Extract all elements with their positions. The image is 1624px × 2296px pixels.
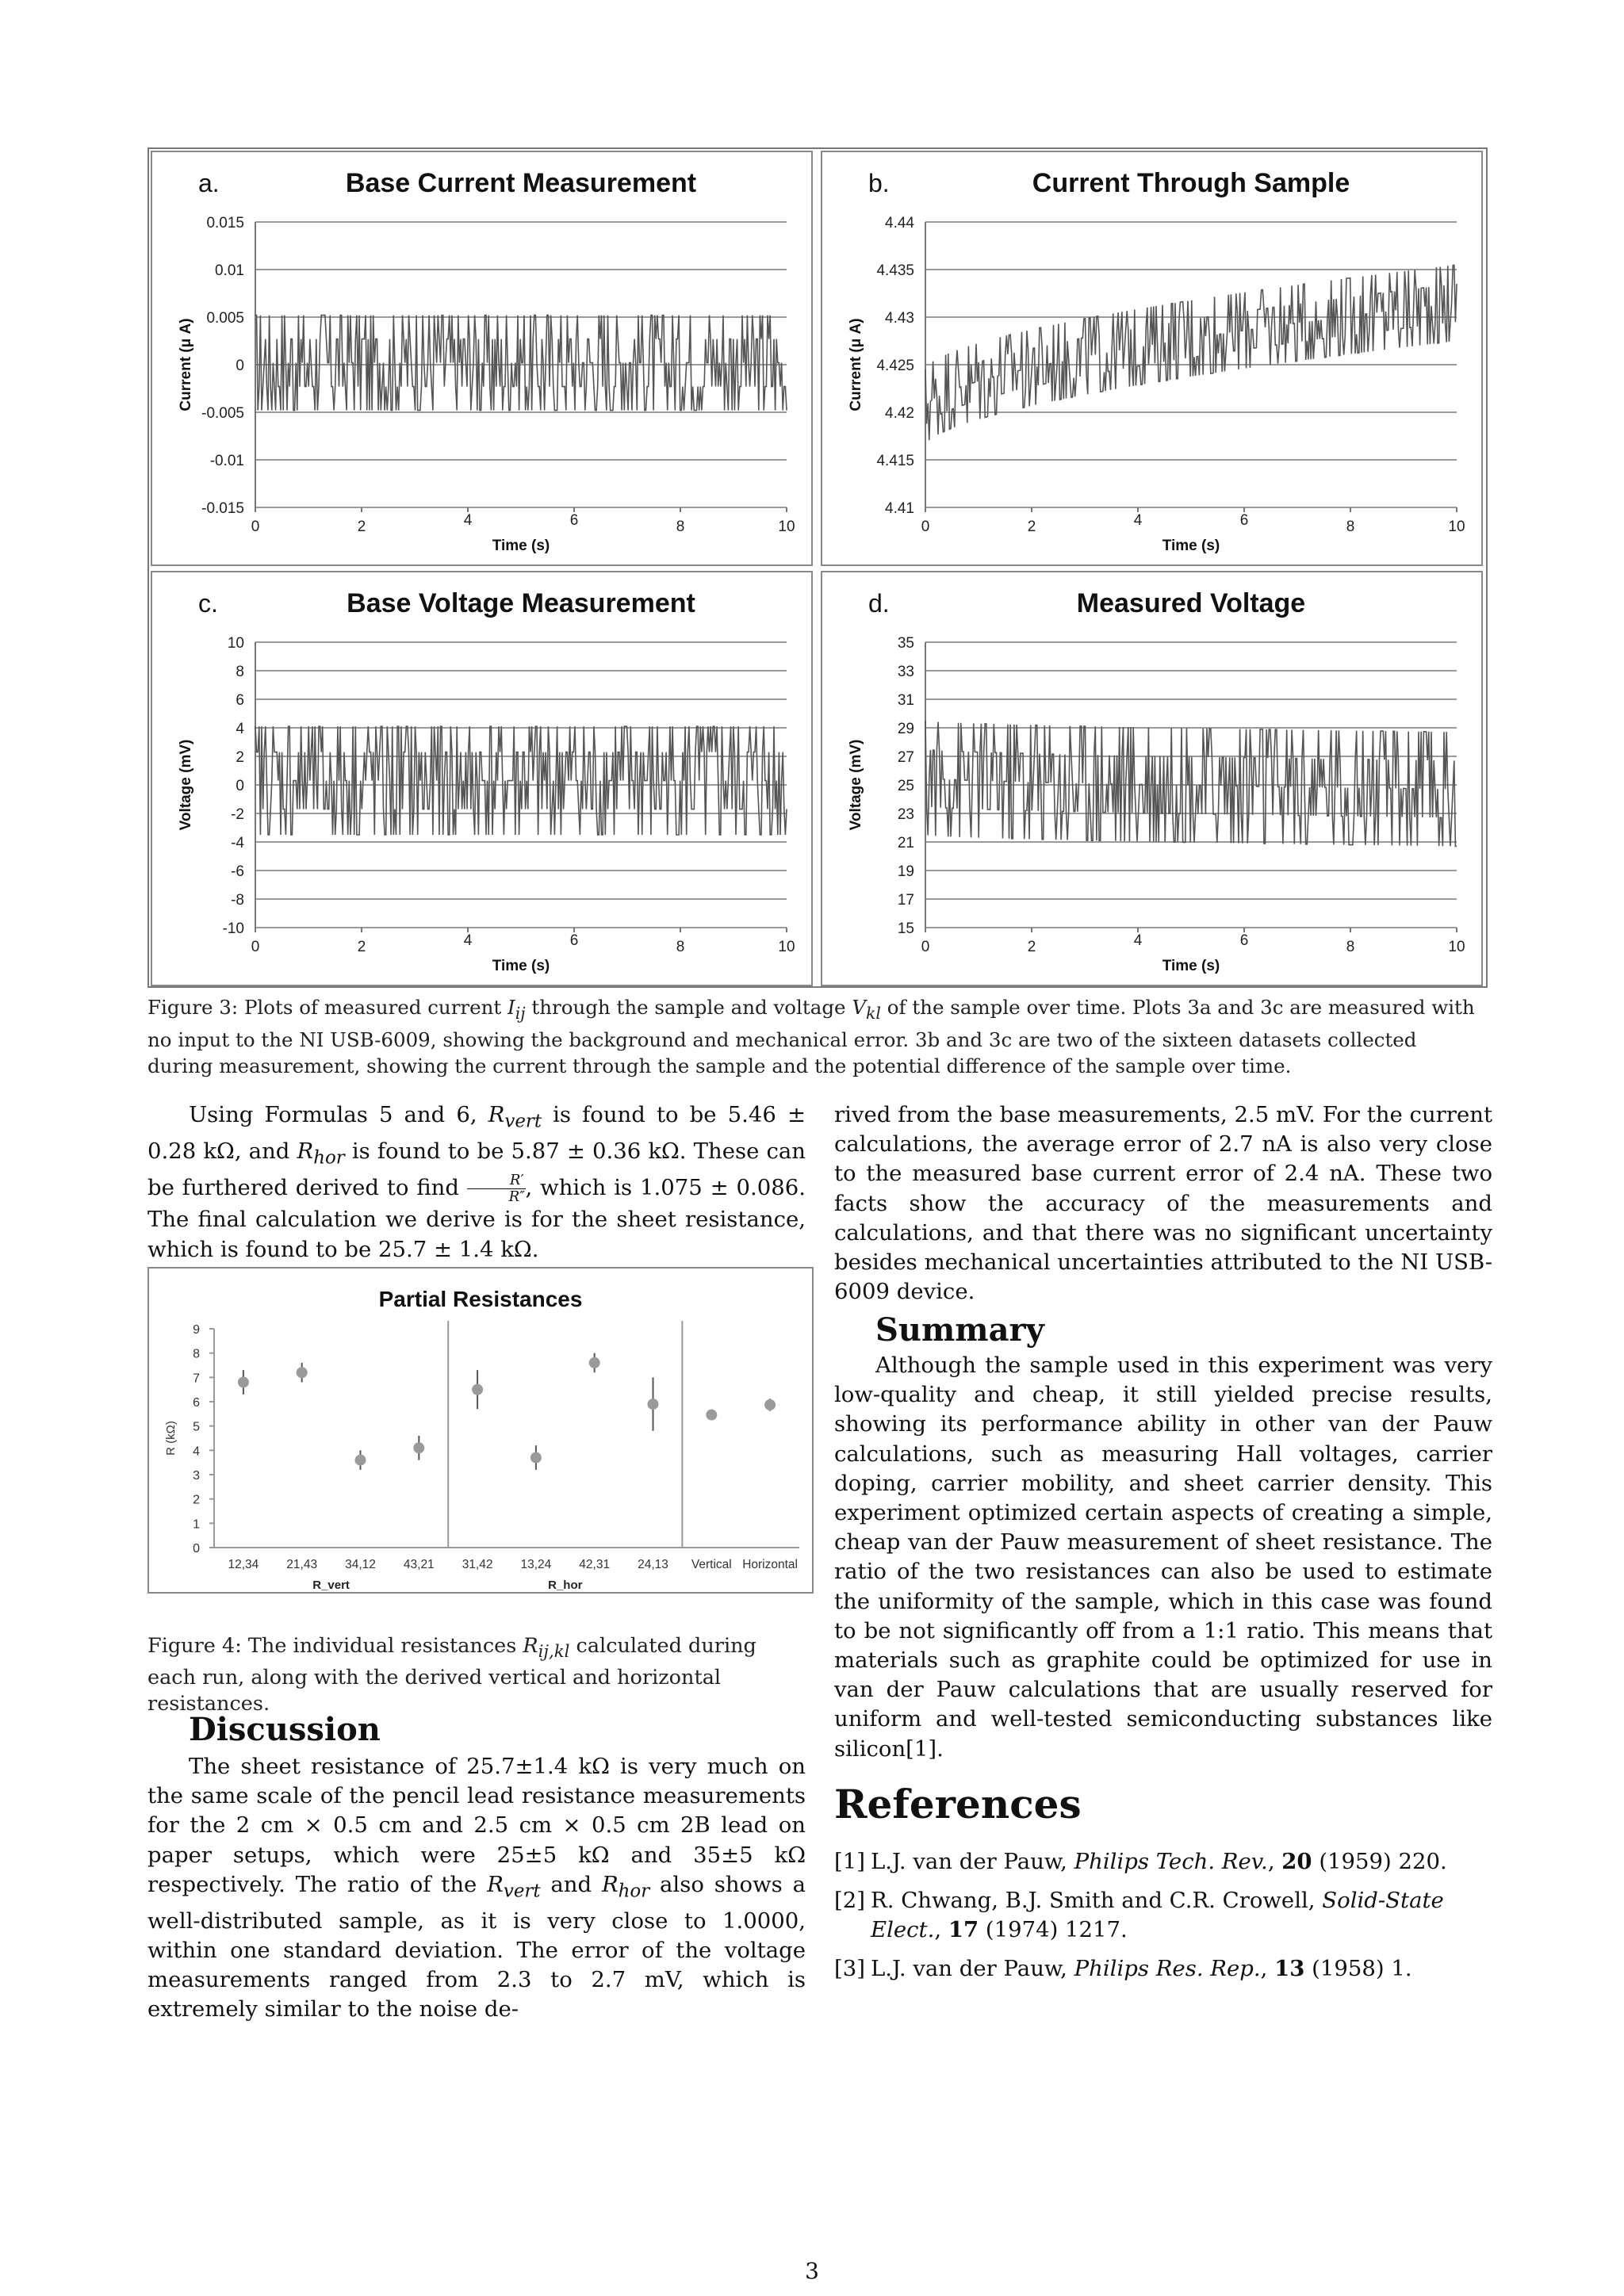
x-tick-label: 10 [1448, 519, 1465, 535]
y-tick-label: 21 [897, 835, 914, 851]
chart-panel-d [821, 571, 1483, 986]
y-tick-label: 15 [897, 920, 914, 937]
y-tick-label: 4 [236, 721, 244, 737]
y-tick-label: 4.435 [876, 262, 914, 279]
y-tick-label: 7 [193, 1372, 200, 1386]
y-tick-label: 6 [236, 692, 244, 709]
discussion-continued-paragraph: rived from the base measurements, 2.5 mV. For the current calculations, the average error of 2.7 nA is also very close to the measured base current error of 2.4 nA. These two facts show the accuracy of the measurements and calculations, and that there was no significant uncertainty besides mechanical uncertainties attributed to the NI USB-6009 device. [834, 1102, 1492, 1305]
discussion-paragraph: The sheet resistance of 25.7±1.4 kΩ is very much on the same scale of the pencil lead resistance measurements for the 2 cm × 0.5 cm and 2.5 cm × 0.5 cm 2B lead on paper setups, which were 25±5 kΩ and 35±5 kΩ respectively. The ratio of the $R_{vert}$ and $R_{hor}$ also shows a well-distributed sample, as it is very close to 1.0000, within one standard deviation. The error of the voltage measurements ranged from 2.3 to 2.7 mV, which is extremely similar to the noise de- [147, 1754, 806, 2022]
chart-partial-resistances-svg [149, 1269, 812, 1592]
x-tick-label: 0 [251, 939, 260, 955]
x-tick-label: 4 [463, 512, 473, 529]
y-tick-label: 4.415 [876, 453, 914, 469]
data-series-line [925, 721, 1457, 846]
reference-item: [1] L.J. van der Pauw, Philips Tech. Rev., 20 (1959) 220. [834, 1849, 1447, 1874]
x-tick-label: 6 [569, 932, 579, 949]
y-tick-label: 4.44 [885, 215, 914, 232]
x-axis-label: Time (s) [1162, 958, 1220, 974]
y-tick-label: 9 [193, 1323, 200, 1337]
chart-panel-b [821, 151, 1483, 566]
x-axis-label: Time (s) [492, 958, 550, 974]
x-axis-label: Time (s) [1162, 538, 1220, 554]
data-series-line [255, 316, 787, 411]
x-tick-label: 8 [676, 519, 685, 535]
chart-d-svg [822, 572, 1481, 985]
y-axis-label: Current (μ A) [178, 318, 194, 411]
y-tick-label: 0.005 [206, 310, 244, 327]
y-tick-label: -0.005 [201, 405, 244, 422]
x-tick-label: Horizontal [742, 1558, 798, 1571]
figure-3-caption: Figure 3: Plots of measured current $I_{ij}$ through the sample and voltage $V_{kl}$ of the sample over time. Plots 3a and 3c are measured with no input to the NI USB-6009, showing the background and mechanical error. 3b and 3c are two of the sixteen datasets collected during measurement, showing the current through the sample and the potential difference of the sample over time. [147, 996, 1475, 1077]
y-axis-label: Current (μ A) [848, 318, 864, 411]
y-tick-label: 4.43 [885, 310, 914, 327]
reference-item: [3] L.J. van der Pauw, Philips Res. Rep., 13 (1958) 1. [834, 1956, 1412, 1981]
y-tick-label: -6 [231, 863, 244, 880]
group-label: R_vert [312, 1578, 350, 1592]
y-tick-label: 2 [193, 1493, 200, 1507]
y-tick-label: 10 [227, 635, 244, 652]
y-tick-label: -0.015 [201, 500, 244, 517]
y-tick-label: 2 [236, 749, 244, 766]
x-tick-label: 2 [357, 519, 366, 535]
panel-letter: c. [198, 589, 218, 618]
data-point [589, 1357, 600, 1368]
x-tick-label: 4 [463, 932, 473, 949]
x-tick-label: 4 [1133, 512, 1143, 529]
chart-title: Base Voltage Measurement [347, 588, 695, 618]
references-list [834, 1847, 1492, 1993]
y-tick-label: 5 [193, 1420, 200, 1434]
data-point [530, 1452, 542, 1464]
chart-title: Partial Resistances [378, 1287, 583, 1311]
x-tick-label: 21,43 [286, 1558, 318, 1571]
chart-title: Current Through Sample [1032, 168, 1350, 198]
x-tick-label: 6 [569, 512, 579, 529]
page-number: 3 [805, 2258, 819, 2284]
x-tick-label: 8 [1346, 939, 1355, 955]
chart-c-svg [152, 572, 811, 985]
reference-item: [2] R. Chwang, B.J. Smith and C.R. Crowell, Solid-State Elect., 17 (1974) 1217. [834, 1888, 1444, 1942]
y-tick-label: 1 [193, 1517, 200, 1532]
figure-4-caption: Figure 4: The individual resistances $R_{ij,kl}$ calculated during each run, along with the derived vertical and horizontal resistances. [147, 1634, 756, 1716]
panel-letter: d. [868, 589, 890, 618]
x-tick-label: 13,24 [520, 1558, 552, 1571]
y-tick-label: 0 [193, 1542, 200, 1556]
x-tick-label: 0 [251, 519, 260, 535]
y-tick-label: 4.41 [885, 500, 914, 517]
y-axis-label: R (kΩ) [164, 1421, 178, 1456]
panel-letter: b. [868, 169, 890, 197]
x-tick-label: 8 [1346, 519, 1355, 535]
x-tick-label: 34,12 [345, 1558, 376, 1571]
y-axis-label: Voltage (mV) [178, 739, 194, 831]
x-tick-label: 43,21 [403, 1558, 435, 1571]
figure-3-caption-label: Figure 3: [147, 996, 239, 1019]
group-label: R_hor [548, 1578, 583, 1592]
y-tick-label: 0.015 [206, 215, 244, 232]
y-tick-label: 4.425 [876, 358, 914, 374]
y-tick-label: -4 [231, 835, 244, 851]
x-tick-label: 6 [1239, 932, 1249, 949]
chart-panel-c [151, 571, 813, 986]
chart-title: Measured Voltage [1076, 588, 1306, 618]
data-point [297, 1367, 308, 1378]
y-tick-label: 23 [897, 806, 914, 823]
data-series-line [255, 726, 787, 835]
x-tick-label: 42,31 [579, 1558, 611, 1571]
results-paragraph: Using Formulas 5 and 6, $R_{vert}$ is found to be 5.46 ± 0.28 kΩ, and $R_{hor}$ is found to be 5.87 ± 0.36 kΩ. These can be furthered derived to find $\frac{R'}{R''}$ , which is 1.075 ± 0.086. The final calculation we derive is for the sheet resistance, which is found to be 25.7 ± 1.4 kΩ. [147, 1102, 806, 1262]
data-point [706, 1410, 717, 1421]
x-tick-label: 10 [1448, 939, 1465, 955]
data-point [472, 1384, 483, 1395]
x-tick-label: 10 [778, 519, 795, 535]
data-point [648, 1399, 659, 1410]
x-tick-label: 24,13 [638, 1558, 668, 1571]
y-tick-label: -8 [231, 892, 244, 909]
x-tick-label: 0 [921, 519, 930, 535]
y-tick-label: 33 [897, 664, 914, 680]
x-axis-label: Time (s) [492, 538, 550, 554]
y-tick-label: 6 [193, 1396, 200, 1410]
data-series-line [925, 265, 1457, 440]
y-tick-label: 8 [193, 1347, 200, 1361]
data-point [413, 1442, 424, 1453]
x-tick-label: 10 [778, 939, 795, 955]
y-tick-label: 17 [897, 892, 914, 909]
chart-panel-a [151, 151, 813, 566]
y-tick-label: -2 [231, 806, 244, 823]
y-tick-label: 0.01 [215, 262, 244, 279]
y-tick-label: 3 [193, 1469, 200, 1483]
y-tick-label: 31 [897, 692, 914, 709]
summary-heading: Summary [875, 1311, 1044, 1349]
x-tick-label: 31,42 [462, 1558, 493, 1571]
ratio-fraction: $\frac{R'}{R''}$ [467, 1173, 526, 1205]
y-tick-label: 27 [897, 749, 914, 766]
y-tick-label: -0.01 [209, 453, 244, 469]
data-point [355, 1455, 366, 1466]
panel-letter: a. [198, 169, 220, 197]
y-tick-label: 4.42 [885, 405, 914, 422]
y-tick-label: -10 [222, 920, 244, 937]
x-tick-label: 2 [1027, 939, 1036, 955]
x-tick-label: 8 [676, 939, 685, 955]
y-tick-label: 25 [897, 778, 914, 794]
y-tick-label: 0 [236, 778, 244, 794]
y-tick-label: 4 [193, 1445, 200, 1459]
x-tick-label: 2 [1027, 519, 1036, 535]
chart-title: Base Current Measurement [345, 168, 697, 198]
figure-4 [147, 1267, 814, 1594]
x-tick-label: Vertical [691, 1558, 732, 1571]
summary-paragraph: Although the sample used in this experiment was very low-quality and cheap, it still yielded precise results, showing its performance ability in other van der Pauw calculations, such as measuring Hall voltages, carrier doping, carrier mobility, and sheet carrier density. This experiment optimized certain aspects of creating a simple, cheap van der Pauw measurement of sheet resistance. The ratio of the two resistances can also be used to estimate the uniformity of the sample, which in this case was found to be not significantly off from a 1:1 ratio. This means that materials such as graphite could be optimized for use in van der Pauw calculations that are usually reserved for uniform and well-tested semiconducting substances like silicon[1]. [834, 1353, 1492, 1762]
x-tick-label: 6 [1239, 512, 1249, 529]
y-tick-label: 19 [897, 863, 914, 880]
x-tick-label: 12,34 [228, 1558, 259, 1571]
y-tick-label: 0 [236, 358, 244, 374]
x-tick-label: 2 [357, 939, 366, 955]
x-tick-label: 4 [1133, 932, 1143, 949]
y-tick-label: 29 [897, 721, 914, 737]
y-tick-label: 8 [236, 664, 244, 680]
data-point [238, 1376, 249, 1387]
data-point [764, 1399, 776, 1410]
figure-3 [147, 147, 1488, 988]
discussion-heading: Discussion [189, 1711, 381, 1748]
chart-b-svg [822, 152, 1481, 564]
y-axis-label: Voltage (mV) [848, 739, 864, 831]
references-heading: References [834, 1781, 1082, 1827]
x-tick-label: 0 [921, 939, 930, 955]
y-tick-label: 35 [897, 635, 914, 652]
chart-a-svg [152, 152, 811, 564]
